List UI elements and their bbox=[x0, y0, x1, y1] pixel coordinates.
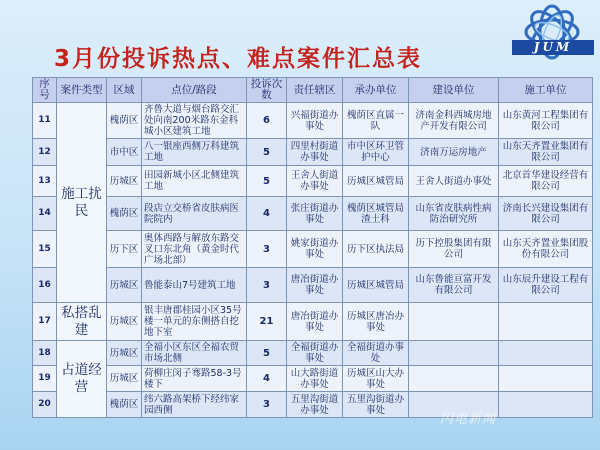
category-street-vending: 占道经营 bbox=[57, 341, 107, 418]
row-no: 17 bbox=[33, 303, 57, 341]
row-location: 段店立交桥省皮肤病医院院内 bbox=[142, 197, 247, 231]
row-district: 王舍人街道办事处 bbox=[287, 166, 343, 197]
row-location: 奥体西路与解放东路交叉口东北角（黄金时代广场北部） bbox=[142, 231, 247, 268]
row-no: 18 bbox=[33, 341, 57, 366]
company-logo-icon bbox=[506, 2, 598, 74]
row-handler: 历城区城管局 bbox=[343, 268, 409, 303]
row-region: 槐荫区 bbox=[107, 392, 142, 418]
row-builder: 王舍人街道办事处 bbox=[409, 166, 499, 197]
row-contractor: 山东天齐置业集团股份有限公司 bbox=[499, 231, 593, 268]
row-builder: 历下控股集团有限公司 bbox=[409, 231, 499, 268]
row-district: 山大路街道办事处 bbox=[287, 366, 343, 392]
row-region: 历城区 bbox=[107, 341, 142, 366]
row-count: 6 bbox=[247, 103, 287, 139]
row-count: 5 bbox=[247, 341, 287, 366]
row-no: 12 bbox=[33, 139, 57, 166]
row-district: 姚家街道办事处 bbox=[287, 231, 343, 268]
row-handler: 历城区唐冶办事处 bbox=[343, 303, 409, 341]
row-location: 齐鲁大道与烟台路交汇处向南200米路东金科城小区建筑工地 bbox=[142, 103, 247, 139]
row-builder bbox=[409, 341, 499, 366]
category-illegal-building: 私搭乱建 bbox=[57, 303, 107, 341]
header-category: 案件类型 bbox=[57, 78, 107, 103]
row-count: 3 bbox=[247, 392, 287, 418]
row-region: 市中区 bbox=[107, 139, 142, 166]
row-region: 历下区 bbox=[107, 231, 142, 268]
page-title: 3月份投诉热点、难点案件汇总表 bbox=[54, 46, 423, 72]
header-contractor: 施工单位 bbox=[499, 78, 593, 103]
row-count: 3 bbox=[247, 231, 287, 268]
category-construction-noise: 施工扰民 bbox=[57, 103, 107, 303]
row-region: 历城区 bbox=[107, 366, 142, 392]
complaint-summary-table bbox=[32, 77, 593, 418]
row-count: 21 bbox=[247, 303, 287, 341]
row-region: 槐荫区 bbox=[107, 103, 142, 139]
row-location: 荷柳庄闵子骞路58-3号楼下 bbox=[142, 366, 247, 392]
table-row bbox=[33, 392, 593, 418]
row-contractor: 山东黄河工程集团有限公司 bbox=[499, 103, 593, 139]
row-no: 13 bbox=[33, 166, 57, 197]
row-handler: 槐荫区直属一队 bbox=[343, 103, 409, 139]
row-region: 槐荫区 bbox=[107, 197, 142, 231]
row-count: 3 bbox=[247, 268, 287, 303]
row-district: 张庄街道办事处 bbox=[287, 197, 343, 231]
row-location: 纬六路高架桥下经纬家园西侧 bbox=[142, 392, 247, 418]
logo-wordmark: JUM bbox=[512, 40, 594, 55]
header-district: 责任辖区 bbox=[287, 78, 343, 103]
header-handler: 承办单位 bbox=[343, 78, 409, 103]
row-location: 鲁能泰山7号建筑工地 bbox=[142, 268, 247, 303]
row-region: 历城区 bbox=[107, 166, 142, 197]
row-location: 全福小区东区全福农贸市场北侧 bbox=[142, 341, 247, 366]
row-contractor bbox=[499, 366, 593, 392]
row-location: 八一银座西侧万科建筑工地 bbox=[142, 139, 247, 166]
row-handler: 历下区执法局 bbox=[343, 231, 409, 268]
table-row bbox=[33, 231, 593, 268]
news-watermark: 闪电新闻 bbox=[440, 412, 497, 427]
row-handler: 全福街道办事处 bbox=[343, 341, 409, 366]
row-location: 田园新城小区北侧建筑工地 bbox=[142, 166, 247, 197]
row-count: 4 bbox=[247, 366, 287, 392]
row-no: 15 bbox=[33, 231, 57, 268]
header-count: 投诉次数 bbox=[247, 78, 287, 103]
row-contractor: 山东辰升建设工程有限公司 bbox=[499, 268, 593, 303]
table-row bbox=[33, 341, 593, 366]
row-contractor bbox=[499, 392, 593, 418]
row-contractor: 济南长兴建设集团有限公司 bbox=[499, 197, 593, 231]
table-row bbox=[33, 366, 593, 392]
header-no: 序号 bbox=[33, 78, 57, 103]
row-contractor: 北京首华建设经营有限公司 bbox=[499, 166, 593, 197]
row-no: 16 bbox=[33, 268, 57, 303]
table-row bbox=[33, 268, 593, 303]
row-district: 唐冶街道办事处 bbox=[287, 303, 343, 341]
row-region: 历城区 bbox=[107, 268, 142, 303]
row-builder: 山东鲁能亘富开发有限公司 bbox=[409, 268, 499, 303]
row-location: 银丰唐郡桂园小区35号楼一单元的东侧搭自挖地下室 bbox=[142, 303, 247, 341]
row-handler: 历城区山大办事处 bbox=[343, 366, 409, 392]
row-district: 全福街道办事处 bbox=[287, 341, 343, 366]
row-district: 五里沟街道办事处 bbox=[287, 392, 343, 418]
row-handler: 市中区环卫管护中心 bbox=[343, 139, 409, 166]
row-no: 20 bbox=[33, 392, 57, 418]
row-no: 11 bbox=[33, 103, 57, 139]
row-count: 5 bbox=[247, 166, 287, 197]
table-row bbox=[33, 139, 593, 166]
row-district: 四里村街道办事处 bbox=[287, 139, 343, 166]
row-builder: 山东省皮肤病性病防治研究所 bbox=[409, 197, 499, 231]
header-builder: 建设单位 bbox=[409, 78, 499, 103]
row-count: 5 bbox=[247, 139, 287, 166]
row-contractor bbox=[499, 341, 593, 366]
row-region: 历城区 bbox=[107, 303, 142, 341]
row-contractor: 山东天齐置业集团有限公司 bbox=[499, 139, 593, 166]
header-location: 点位/路段 bbox=[142, 78, 247, 103]
table-row bbox=[33, 166, 593, 197]
row-handler: 历城区城管局 bbox=[343, 166, 409, 197]
row-contractor bbox=[499, 303, 593, 341]
table-row bbox=[33, 303, 593, 341]
row-handler: 五里沟街道办事处 bbox=[343, 392, 409, 418]
table-header-row bbox=[33, 78, 593, 103]
row-district: 唐冶街道办事处 bbox=[287, 268, 343, 303]
row-builder bbox=[409, 366, 499, 392]
table-row bbox=[33, 103, 593, 139]
row-handler: 槐荫区城管局渣土科 bbox=[343, 197, 409, 231]
table-row bbox=[33, 197, 593, 231]
row-no: 19 bbox=[33, 366, 57, 392]
row-count: 4 bbox=[247, 197, 287, 231]
row-district: 兴福街道办事处 bbox=[287, 103, 343, 139]
row-builder bbox=[409, 303, 499, 341]
header-region: 区域 bbox=[107, 78, 142, 103]
row-no: 14 bbox=[33, 197, 57, 231]
row-builder: 济南万运房地产 bbox=[409, 139, 499, 166]
row-builder: 济南金科西城房地产开发有限公司 bbox=[409, 103, 499, 139]
